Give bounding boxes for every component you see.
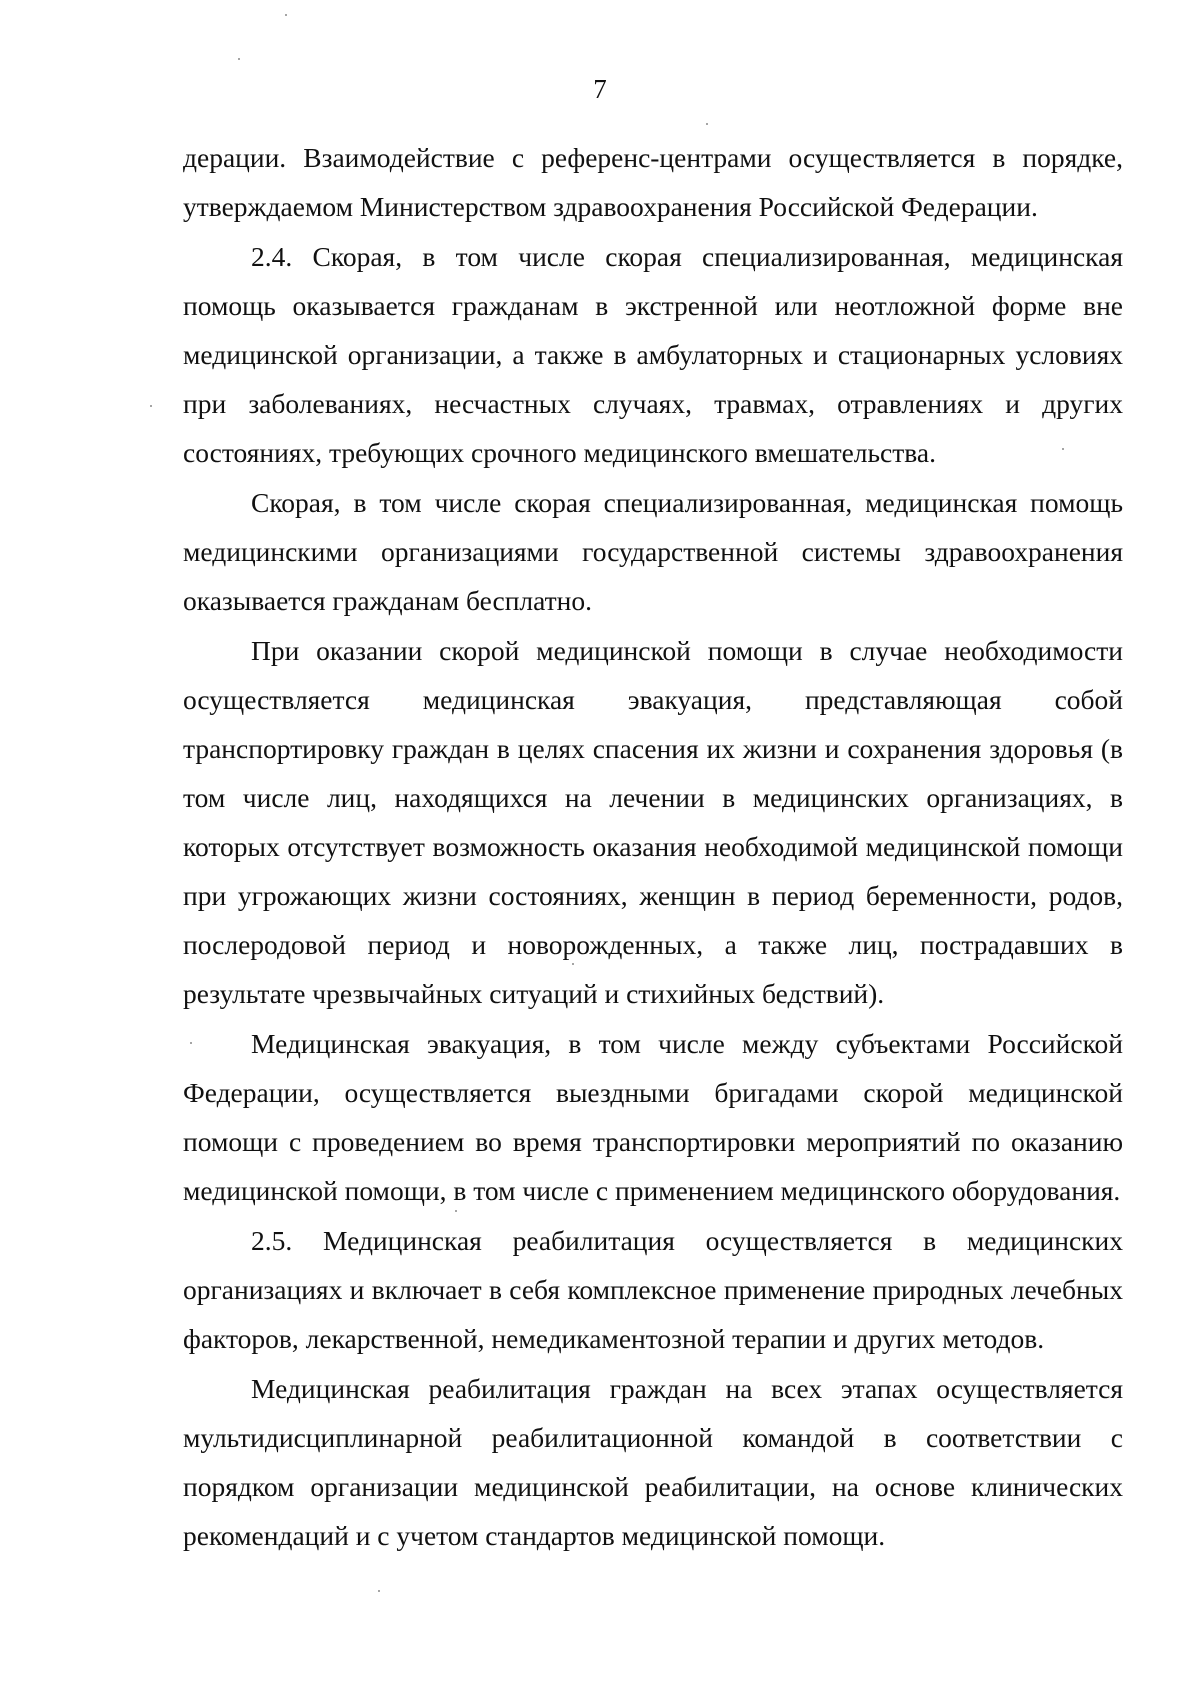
scan-speck bbox=[378, 1590, 380, 1592]
scan-speck bbox=[150, 405, 152, 407]
scan-speck bbox=[1062, 448, 1064, 450]
scan-speck bbox=[572, 963, 574, 965]
page-number: 7 bbox=[593, 74, 607, 104]
scan-speck bbox=[706, 123, 708, 125]
paragraph-continuation: дерации. Взаимодействие с референс-центрами осуществляется в порядке, утверждаемом Министерством здравоохранения Российской Федерации. bbox=[183, 142, 1123, 222]
scan-speck bbox=[455, 1210, 457, 1212]
paragraph-2-5-rehabilitation: 2.5. Медицинская реабилитация осуществляется в медицинских организациях и включает в себя комплексное применение природных лечебных факторов, лекарственной, немедикаментозной терапии и других методов. bbox=[183, 1225, 1123, 1354]
paragraph-medical-evacuation: При оказании скорой медицинской помощи в случае необходимости осуществляется медицинская эвакуация, представляющая собой транспортировку граждан в целях спасения их жизни и сохранения здоровья (в том числе лиц, находящихся на лечении в медицинских организациях, в которых отсутствует возможность оказания необходимой медицинской помощи при угрожающих жизни состояниях, женщин в период беременности, родов, послеродовой период и новорожденных, а также лиц, пострадавших в результате чрезвычайных ситуаций и стихийных бедствий). bbox=[183, 635, 1123, 1009]
scan-speck bbox=[238, 58, 240, 60]
paragraph-evacuation-between-regions: Медицинская эвакуация, в том числе между субъектами Российской Федерации, осуществляется выездными бригадами скорой медицинской помощи с проведением во время транспортировки мероприятий по оказанию медицинской помощи, в том числе с применением медицинского оборудования. bbox=[183, 1028, 1123, 1206]
scan-speck bbox=[285, 14, 287, 16]
paragraph-emergency-care-free: Скорая, в том числе скорая специализированная, медицинская помощь медицинскими организациями государственной системы здравоохранения оказывается гражданам бесплатно. bbox=[183, 487, 1123, 616]
document-body bbox=[183, 133, 1123, 1560]
paragraph-2-4-emergency-care: 2.4. Скорая, в том числе скорая специализированная, медицинская помощь оказывается гражданам в экстренной или неотложной форме вне медицинской организации, а также в амбулаторных и стационарных условиях при заболеваниях, несчастных случаях, травмах, отравлениях и других состояниях, требующих срочного медицинского вмешательства. bbox=[183, 241, 1123, 468]
scan-speck bbox=[190, 1042, 192, 1044]
paragraph-rehabilitation-team: Медицинская реабилитация граждан на всех этапах осуществляется мультидисциплинарной реабилитационной командой в соответствии с порядком организации медицинской реабилитации, на основе клинических рекомендаций и с учетом стандартов медицинской помощи. bbox=[183, 1373, 1123, 1551]
